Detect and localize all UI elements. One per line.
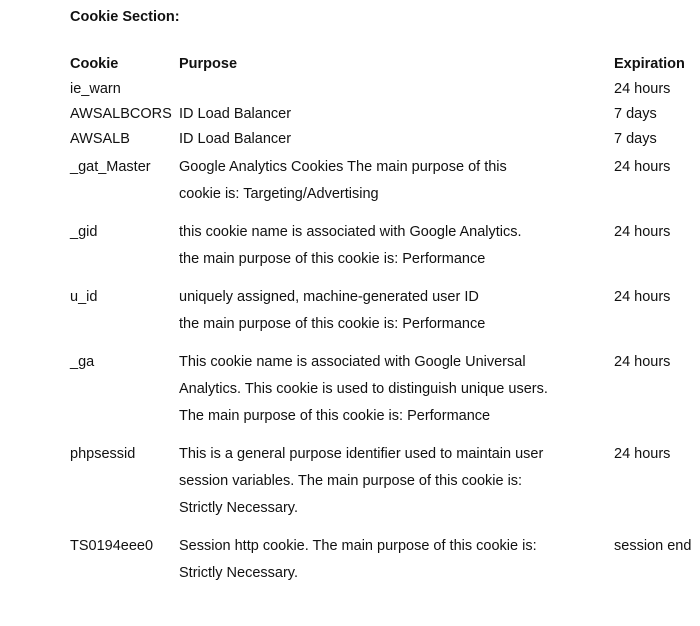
cookie-name-cell: u_id [70,289,98,305]
cookie-purpose-cell [179,219,614,273]
cookie-name-cell: ie_warn [70,81,121,97]
purpose-line: Google Analytics Cookies The main purpose of this [179,159,507,175]
cookie-name-cell: AWSALB [70,131,130,147]
cookie-purpose-cell [179,77,614,102]
purpose-line: uniquely assigned, machine-generated user ID [179,289,479,305]
column-header-expiration: Expiration [614,56,685,72]
purpose-line: ID Load Balancer [179,131,292,147]
cookie-expiration-cell: 7 days [614,106,657,122]
cookie-table [70,52,700,598]
cookie-purpose-cell [179,127,614,152]
cookie-purpose-cell [179,154,614,208]
cookie-expiration-cell: 24 hours [614,289,671,305]
cookie-name-cell: _ga [70,354,95,370]
table-row [70,219,700,273]
table-row [70,154,700,208]
purpose-line: session variables. The main purpose of this cookie is: [179,473,523,489]
cookie-purpose-cell [179,102,614,127]
cookie-expiration-cell: 24 hours [614,354,671,370]
cookie-purpose-cell [179,284,614,338]
table-body [70,77,700,587]
section-title: Cookie Section: [70,9,180,25]
column-header-cookie: Cookie [70,56,119,72]
cookie-expiration-cell: session end [614,538,692,554]
cookie-expiration-cell: 24 hours [614,159,671,175]
table-row [70,441,700,522]
purpose-line: this cookie name is associated with Google Analytics. [179,224,522,240]
table-row [70,349,700,430]
purpose-line: ID Load Balancer [179,106,292,122]
column-header-purpose: Purpose [179,56,238,72]
cookie-purpose-cell [179,441,614,522]
cookie-name-cell: _gat_Master [70,159,151,175]
table-row [70,102,700,127]
cookie-purpose-cell [179,349,614,430]
cookie-purpose-cell [179,533,614,587]
cookie-expiration-cell: 24 hours [614,81,671,97]
cookie-expiration-cell: 24 hours [614,446,671,462]
table-header-row [70,52,700,77]
cookie-name-cell: phpsessid [70,446,136,462]
cookie-name-cell: AWSALBCORS [70,106,172,122]
purpose-line: the main purpose of this cookie is: Performance [179,251,486,267]
purpose-line: Session http cookie. The main purpose of this cookie is: [179,538,537,554]
cookie-name-cell: TS0194eee0 [70,538,154,554]
table-row [70,284,700,338]
cookie-expiration-cell: 24 hours [614,224,671,240]
purpose-line: This is a general purpose identifier used to maintain user [179,446,544,462]
table-row [70,533,700,587]
purpose-line: cookie is: Targeting/Advertising [179,186,379,202]
purpose-line: the main purpose of this cookie is: Performance [179,316,486,332]
purpose-line: Strictly Necessary. [179,565,298,581]
table-row [70,127,700,152]
purpose-line: This cookie name is associated with Google Universal [179,354,526,370]
table-row [70,77,700,102]
purpose-line: The main purpose of this cookie is: Performance [179,408,491,424]
cookie-name-cell: _gid [70,224,98,240]
cookie-expiration-cell: 7 days [614,131,657,147]
purpose-line: Analytics. This cookie is used to distinguish unique users. [179,381,548,397]
purpose-line: Strictly Necessary. [179,500,298,516]
